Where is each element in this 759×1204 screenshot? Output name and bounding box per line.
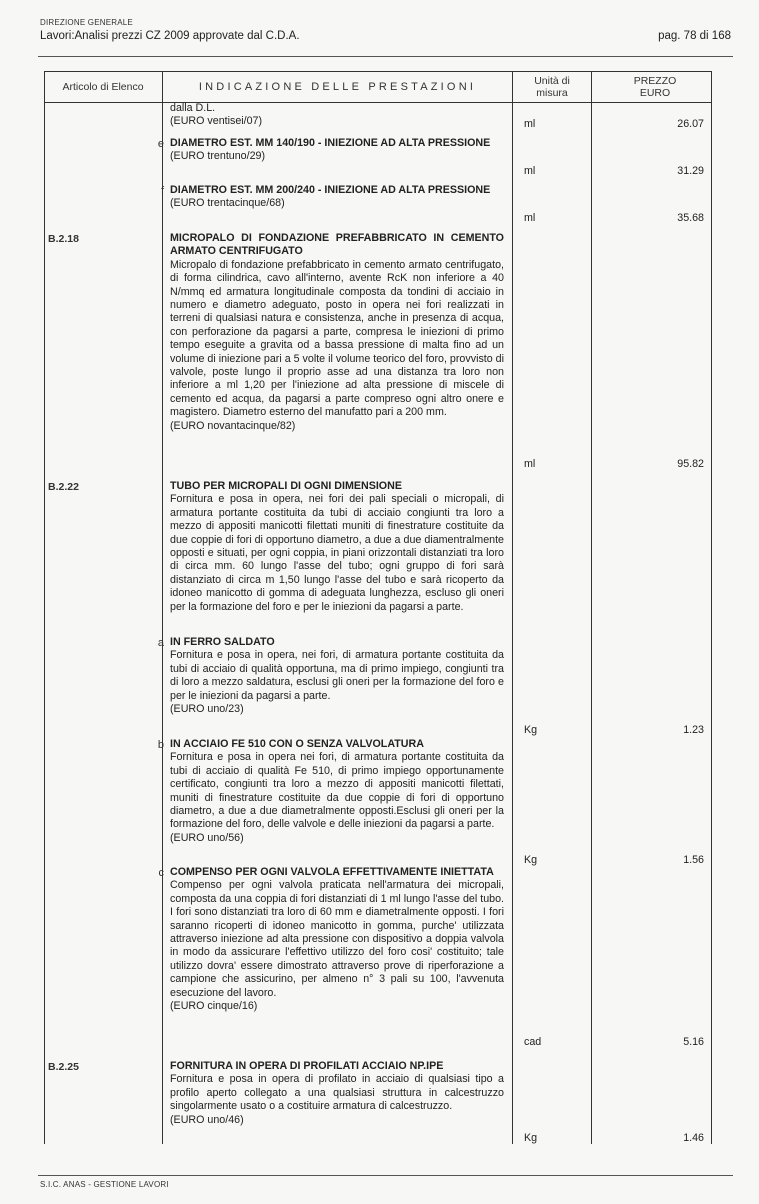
row-euro-text: (EURO novantacinque/82) xyxy=(170,419,296,432)
row-unit: ml xyxy=(524,458,536,470)
row-unit: ml xyxy=(524,118,536,130)
row-euro-text: (EURO trentacinque/68) xyxy=(170,197,285,210)
row-unit: Kg xyxy=(524,854,538,866)
row-code: B.2.25 xyxy=(48,1061,79,1073)
row-description xyxy=(170,102,504,129)
row-description xyxy=(170,137,504,164)
row-body: Micropalo di fondazione prefabbricato in cemento armato centrifugato, di forma cilindrica, cavo all'interno, avente RcK non inferiore a 40 N/mmq ed armatura longitudinale composta da tondini di acciaio in numero e diametro adeguato, posto in opera nei fori realizzati in terreni di qualsiasi natura e consistenza, anche in presenza di acqua, con perforazione da pagarsi a parte, compresa le iniezioni di primo tempo eseguite a gravita od a bassa pressione di malta fino ad un volume di iniezione pari a 5 volte il volume teorico del foro, provvisto di valvole, poste lungo il proprio asse ad una distanza tra loro non inferiore a ml 1,20 per l'iniezione ad alta pressione di miscele di cemento ed acqua, da pagarsi a parte compreso ogni altro onere e magistero. Diametro esterno del manufatto pari a 200 mm. xyxy=(170,258,504,419)
table-divider-indicazione xyxy=(512,71,513,1144)
header-divider xyxy=(38,56,733,57)
row-price: 95.82 xyxy=(677,458,704,470)
row-code: B.2.22 xyxy=(48,481,79,493)
row-letter: c xyxy=(158,867,164,879)
row-euro-text: (EURO trentuno/29) xyxy=(170,150,266,163)
row-title: TUBO PER MICROPALI DI OGNI DIMENSIONE xyxy=(170,480,402,492)
row-euro-text: (EURO ventisei/07) xyxy=(170,115,263,128)
row-title: COMPENSO PER OGNI VALVOLA EFFETTIVAMENTE INIETTATA xyxy=(170,866,494,878)
row-title: FORNITURA IN OPERA DI PROFILATI ACCIAIO NP.IPE xyxy=(170,1060,444,1072)
row-price: 26.07 xyxy=(677,118,704,130)
row-unit: Kg xyxy=(524,1132,538,1144)
row-euro-text: (EURO uno/23) xyxy=(170,703,244,716)
table-border-right xyxy=(711,71,712,1144)
col-header-prezzo: PREZZO EURO xyxy=(633,75,677,99)
col-header-articolo: Articolo di Elenco xyxy=(62,81,144,93)
row-title: DIAMETRO EST. MM 200/240 - INIEZIONE AD ALTA PRESSIONE xyxy=(170,184,491,196)
department-label: DIREZIONE GENERALE xyxy=(40,18,133,27)
row-unit: ml xyxy=(524,212,536,224)
row-unit: cad xyxy=(524,1036,542,1048)
row-description xyxy=(170,866,504,1013)
row-price: 31.29 xyxy=(677,165,704,177)
row-letter: f xyxy=(160,185,164,197)
row-title: IN FERRO SALDATO xyxy=(170,636,275,648)
row-description xyxy=(170,636,504,716)
row-unit: ml xyxy=(524,165,536,177)
row-euro-text: (EURO cinque/16) xyxy=(170,1000,258,1013)
row-description xyxy=(170,184,504,211)
table-divider-articolo xyxy=(162,71,163,1144)
col-header-unita: Unità di misura xyxy=(534,75,570,99)
page-number: pag. 78 di 168 xyxy=(658,30,731,42)
row-euro-text: (EURO uno/56) xyxy=(170,831,244,844)
row-body: Fornitura e posa in opera nei fori, di armatura portante costituita da tubi di acciaio di qualità Fe 510, di primo impiego opportunamente certificato, congiunti tra loro a mezzo di appositi manicotti filettati, muniti di finestrature costituite da due coppie di fori di opportuno diametro, a due a due diametralmente opposti.Esclusi gli oneri per la formazione del foro, delle valvole e delle iniezioni da pagarsi a parte. xyxy=(170,751,504,831)
table-header xyxy=(44,71,712,103)
row-price: 35.68 xyxy=(677,212,704,224)
row-description xyxy=(170,738,504,845)
row-title: DIAMETRO EST. MM 140/190 - INIEZIONE AD ALTA PRESSIONE xyxy=(170,137,491,149)
row-price: 1.46 xyxy=(683,1132,704,1144)
row-code: B.2.18 xyxy=(48,233,79,245)
row-price: 1.23 xyxy=(683,724,704,736)
row-unit: Kg xyxy=(524,724,538,736)
row-title: MICROPALO DI FONDAZIONE PREFABBRICATO IN CEMENTO ARMATO CENTRIFUGATO xyxy=(170,232,504,258)
row-description xyxy=(170,232,504,433)
row-body: Fornitura e posa in opera di profilato in acciaio di qualsiasi tipo a profilo aperto collegato a una qualsiasi struttura in calcestruzzo singolarmente usato o a costituire armatura di calcestruzzo. xyxy=(170,1073,504,1113)
footer-text: S.I.C. ANAS - GESTIONE LAVORI xyxy=(40,1180,169,1189)
row-description xyxy=(170,1060,504,1127)
row-title: IN ACCIAIO FE 510 CON O SENZA VALVOLATURA xyxy=(170,738,424,750)
row-body: Fornitura e posa in opera, nei fori, di armatura portante costituita da tubi di acciaio di qualità opportuna, ma di primo impiego, congiunti tra di loro a mezzo saldatura, esclusi gli oneri per la formazione del foro e per le iniezioni da pagarsi a parte. xyxy=(170,649,504,702)
row-body: dalla D.L. xyxy=(170,102,216,114)
row-letter: b xyxy=(157,739,164,751)
row-euro-text: (EURO uno/46) xyxy=(170,1113,244,1126)
document-title: Lavori:Analisi prezzi CZ 2009 approvate dal C.D.A. xyxy=(40,30,300,42)
row-body: Compenso per ogni valvola praticata nell'armatura dei micropali, composta da una coppia di fori distanziati di 1 ml lungo l'asse del tubo. I fori sono distanziati tra loro di 60 mm e diametralmente opposti. I fori saranno ricoperti di idoneo manicotto in gomma, purche' utilizzata attraverso iniezione ad alta pressione con dispositivo a doppia valvola in modo da assicurare l'effettivo utilizzo del foro cosi' costituito; tale utilizzo dovra' essere dimostrato attraverso prove di riperforazione a campione che assicurino, per almeno n° 3 pali su 100, l'avvenuta esecuzione del lavoro. xyxy=(170,879,504,999)
table-border-left xyxy=(44,71,45,1144)
row-description xyxy=(170,480,504,614)
row-body: Fornitura e posa in opera, nei fori dei pali speciali o micropali, di armatura portante costituita da tubi di acciaio congiunti tra loro a mezzo di appositi manicotti filettati muniti di finestrature costituite da due coppie di fori di opportuno diametro, a due a due diamentralmente opposti e situati, per ogni coppia, in piani orizzontali distanziati tra loro di circa mm. 60 lungo l'asse del tubo; ogni gruppo di fori sarà distanziato di circa m 1,50 lungo l'asse del tubo e sarà ricoperto da idoneo manicotto di gomma di adeguata lunghezza, escluso gli oneri per la formazione del foro e per le iniezioni da pagarsi a parte. xyxy=(170,493,504,613)
row-price: 5.16 xyxy=(683,1036,704,1048)
row-letter: a xyxy=(157,637,164,649)
row-price: 1.56 xyxy=(683,854,704,866)
col-header-indicazione: INDICAZIONE DELLE PRESTAZIONI xyxy=(198,81,477,93)
price-table xyxy=(44,71,712,1144)
footer-divider xyxy=(38,1175,733,1176)
row-letter: e xyxy=(157,138,164,150)
table-divider-unita xyxy=(591,71,592,1144)
